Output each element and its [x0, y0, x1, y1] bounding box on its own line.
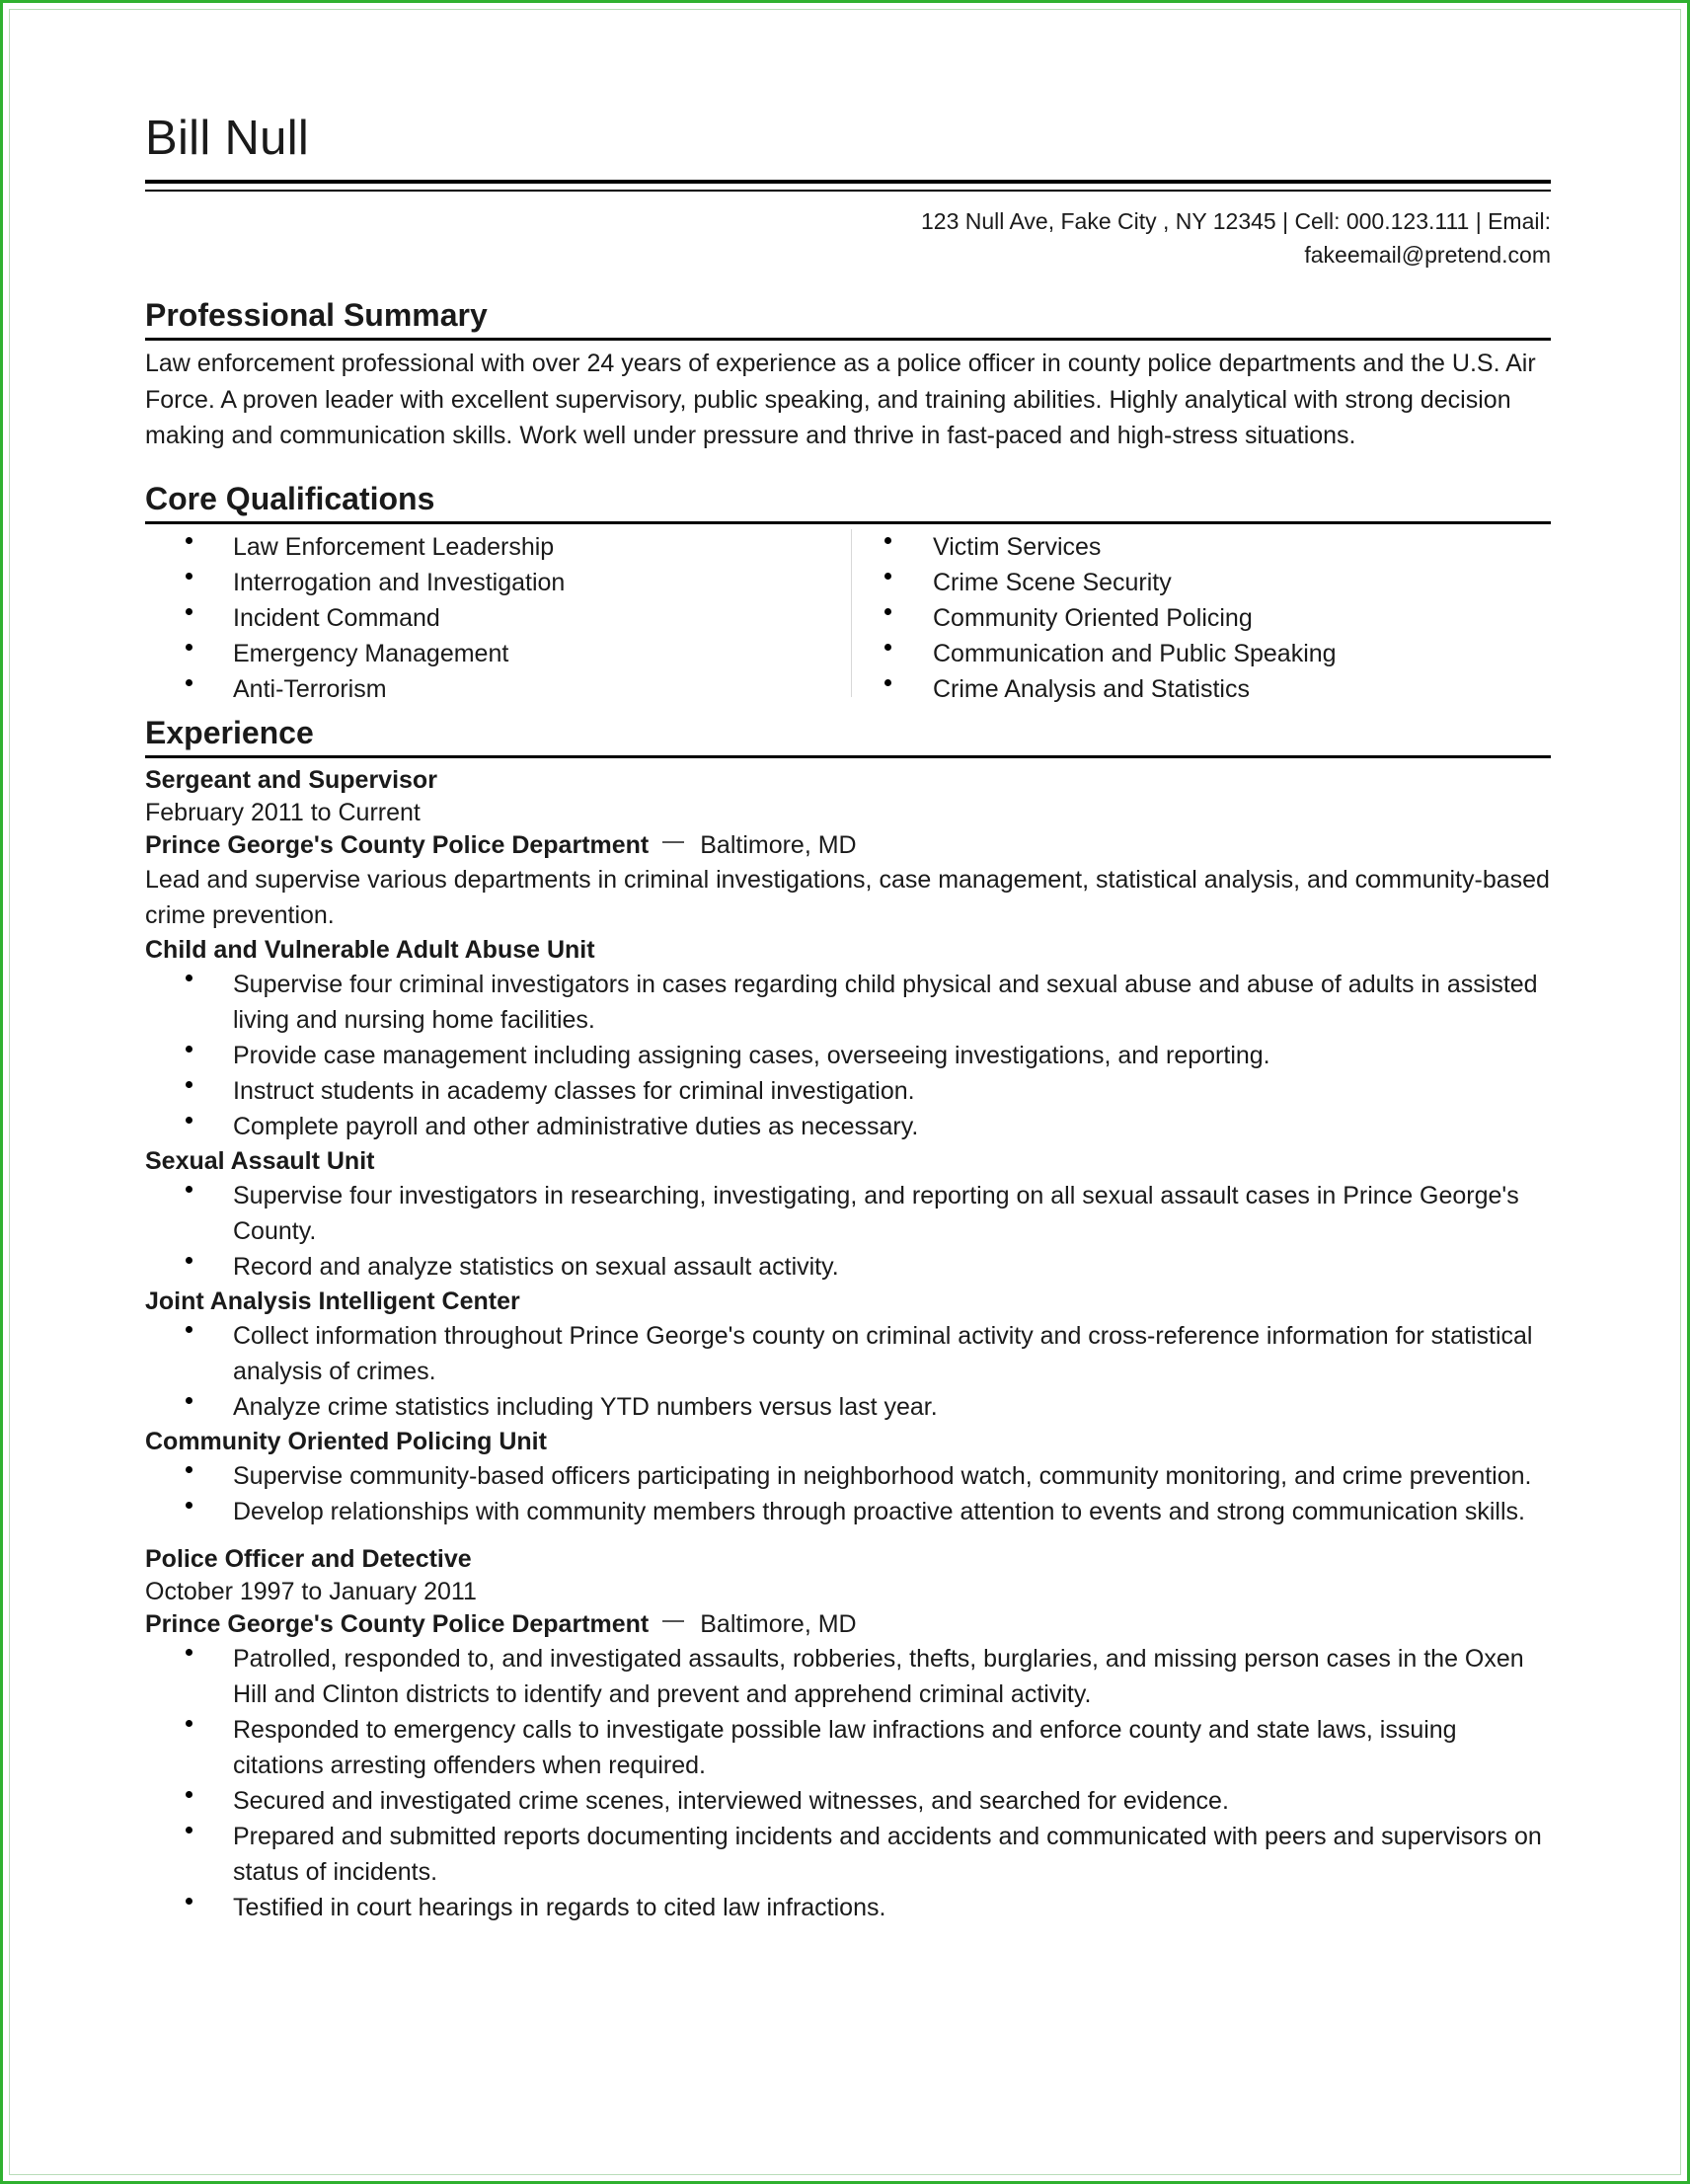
qualifications-right-column	[851, 529, 1552, 703]
qualification-item: Incident Command	[145, 600, 851, 636]
header-rule-thick	[145, 180, 1551, 184]
unit-bullets	[145, 1178, 1551, 1285]
contact-info	[145, 204, 1551, 272]
job-dates: October 1997 to January 2011	[145, 1577, 477, 1605]
unit-heading: Joint Analysis Intelligent Center	[145, 1287, 520, 1315]
job-description: Lead and supervise various departments in criminal investigations, case management, statistical analysis, and community-based crime prevention.	[145, 865, 1550, 929]
bullet-item: Testified in court hearings in regards to cited law infractions.	[145, 1890, 1551, 1925]
qualification-item: Law Enforcement Leadership	[145, 529, 851, 565]
unit-heading: Sexual Assault Unit	[145, 1146, 375, 1175]
bullet-item: Instruct students in academy classes for criminal investigation.	[145, 1073, 1551, 1109]
qualification-item: Anti-Terrorism	[145, 671, 851, 707]
qualifications-grid	[145, 529, 1551, 709]
job-entry	[145, 764, 1551, 1529]
bullet-item: Patrolled, responded to, and investigated assaults, robberies, thefts, burglaries, and missing person cases in the Oxen Hill and Clinton districts to identify and prevent and apprehend criminal activity.	[145, 1641, 1551, 1712]
dash-separator	[662, 841, 684, 843]
summary-text: Law enforcement professional with over 24 years of experience as a police officer in county police departments and the U.S. Air Force. A proven leader with excellent supervisory, public speaking, and training abilities. Highly analytical with strong decision making and communication skills. Work well under pressure and thrive in fast-paced and high-stress situations.	[145, 350, 1536, 449]
bullet-item: Supervise four investigators in researching, investigating, and reporting on all sexual assault cases in Prince George's County.	[145, 1178, 1551, 1249]
bullet-item: Collect information throughout Prince George's county on criminal activity and cross-reference information for statistical analysis of crimes.	[145, 1318, 1551, 1389]
unit-bullets	[145, 967, 1551, 1144]
job-dates: February 2011 to Current	[145, 798, 421, 826]
unit-bullets	[145, 1318, 1551, 1425]
bullet-item: Develop relationships with community members through proactive attention to events and strong communication skills.	[145, 1494, 1551, 1529]
dash-separator	[662, 1620, 684, 1622]
job-title: Sergeant and Supervisor	[145, 765, 437, 794]
qualification-item: Crime Scene Security	[852, 565, 1552, 600]
qualification-item: Emergency Management	[145, 636, 851, 671]
experience-heading: Experience	[145, 713, 1551, 758]
bullet-item: Supervise community-based officers participating in neighborhood watch, community monitoring, and crime prevention.	[145, 1458, 1551, 1494]
qualifications-heading: Core Qualifications	[145, 479, 1551, 524]
job-employer-line	[145, 829, 1551, 862]
qualifications-left-column	[145, 529, 851, 707]
resume-page	[145, 107, 1551, 1925]
qualification-item: Interrogation and Investigation	[145, 565, 851, 600]
candidate-name: Bill Null	[145, 112, 310, 165]
job-bullets	[145, 1641, 1551, 1925]
qualification-item: Crime Analysis and Statistics	[852, 671, 1552, 707]
bullet-item: Provide case management including assigning cases, overseeing investigations, and reporting.	[145, 1038, 1551, 1073]
employer-name: Prince George's County Police Department	[145, 830, 650, 859]
unit-heading: Child and Vulnerable Adult Abuse Unit	[145, 935, 595, 964]
unit-heading: Community Oriented Policing Unit	[145, 1427, 547, 1455]
unit-bullets	[145, 1458, 1551, 1529]
bullet-item: Secured and investigated crime scenes, interviewed witnesses, and searched for evidence.	[145, 1783, 1551, 1819]
bullet-item: Responded to emergency calls to investigate possible law infractions and enforce county and state laws, issuing citations arresting offenders when required.	[145, 1712, 1551, 1783]
contact-line-1: 123 Null Ave, Fake City , NY 12345 | Cell: 000.123.111 | Email:	[921, 208, 1551, 234]
employer-location: Baltimore, MD	[700, 830, 857, 859]
job-entry	[145, 1543, 1551, 1925]
qualification-item: Communication and Public Speaking	[852, 636, 1552, 671]
qualification-item: Victim Services	[852, 529, 1552, 565]
employer-name: Prince George's County Police Department	[145, 1609, 650, 1638]
job-employer-line	[145, 1608, 1551, 1641]
bullet-item: Record and analyze statistics on sexual assault activity.	[145, 1249, 1551, 1285]
qualification-item: Community Oriented Policing	[852, 600, 1552, 636]
header-rule-thin	[145, 190, 1551, 192]
bullet-item: Complete payroll and other administrative duties as necessary.	[145, 1109, 1551, 1144]
bullet-item: Analyze crime statistics including YTD numbers versus last year.	[145, 1389, 1551, 1425]
summary-heading: Professional Summary	[145, 295, 1551, 341]
contact-line-2: fakeemail@pretend.com	[1304, 242, 1551, 268]
bullet-item: Prepared and submitted reports documenting incidents and accidents and communicated with peers and supervisors on status of incidents.	[145, 1819, 1551, 1890]
employer-location: Baltimore, MD	[700, 1609, 857, 1638]
bullet-item: Supervise four criminal investigators in cases regarding child physical and sexual abuse and abuse of adults in assisted living and nursing home facilities.	[145, 967, 1551, 1038]
job-title: Police Officer and Detective	[145, 1544, 472, 1573]
